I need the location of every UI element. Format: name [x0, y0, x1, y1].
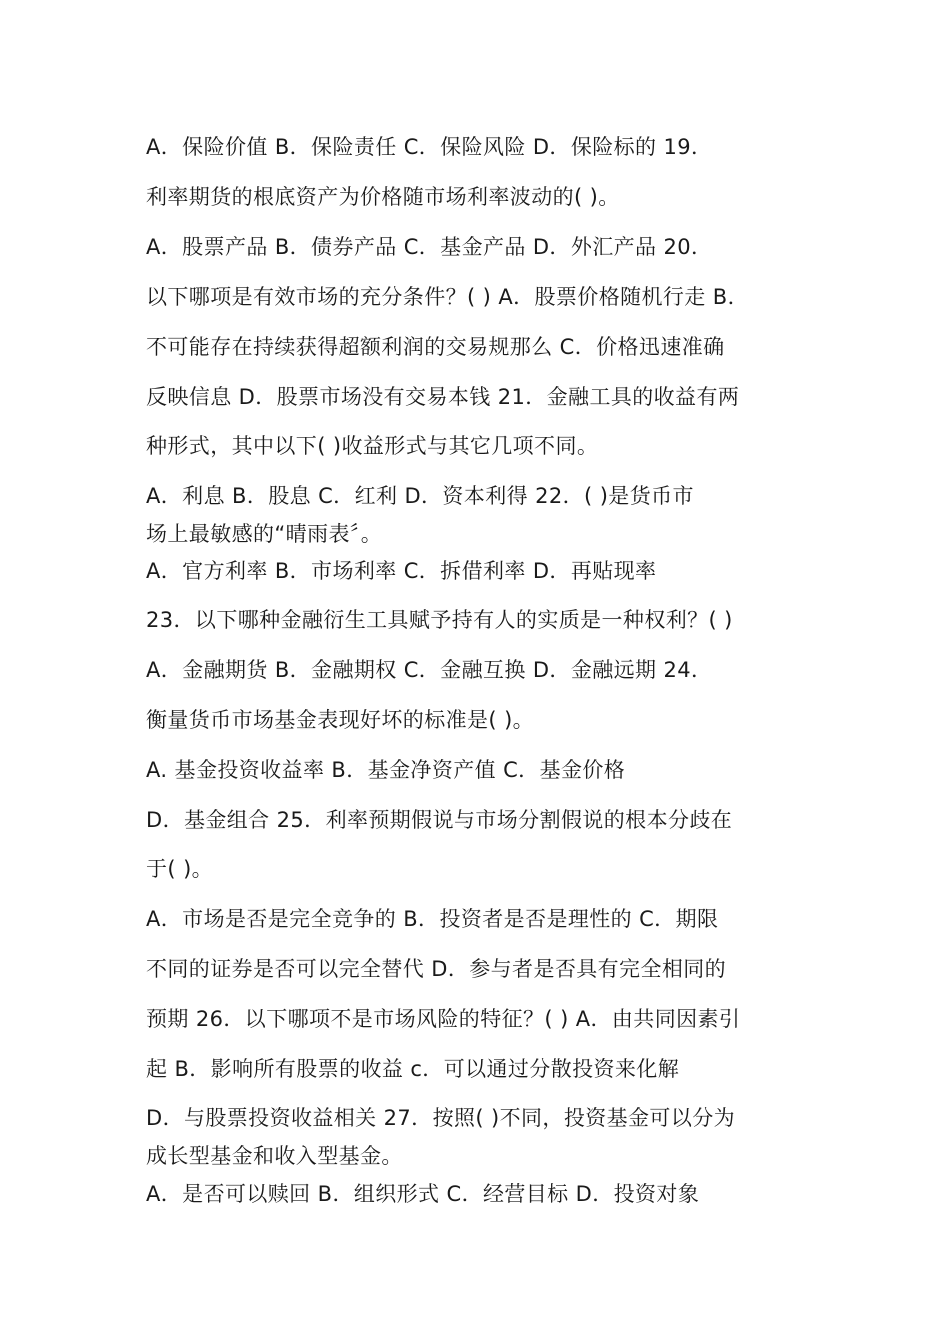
text-line: 种形式，其中以下( )收益形式与其它几项不同。: [146, 434, 599, 458]
text-line: A．是否可以赎回 B．组织形式 C．经营目标 D．投资对象: [146, 1182, 700, 1206]
text-line: A．股票产品 B．债券产品 C．基金产品 D．外汇产品 20．: [146, 235, 713, 259]
text-line: A．官方利率 B．市场利率 C．拆借利率 D．再贴现率: [146, 559, 657, 583]
text-line: 场上最敏感的“晴雨表〞。: [146, 522, 383, 546]
text-line: 不同的证券是否可以完全替代 D．参与者是否具有完全相同的: [146, 957, 727, 981]
text-line: 以下哪项是有效市场的充分条件？( ) A．股票价格随机行走 B．: [146, 285, 749, 309]
text-line: 反映信息 D．股票市场没有交易本钱 21．金融工具的收益有两: [146, 385, 740, 409]
text-line: D．基金组合 25．利率预期假说与市场分割假说的根本分歧在: [146, 808, 733, 832]
text-line: A．保险价值 B．保险责任 C．保险风险 D．保险标的 19．: [146, 135, 713, 159]
text-line: 利率期货的根底资产为价格随市场利率波动的( )。: [146, 185, 620, 209]
text-line: 于( )。: [146, 857, 214, 881]
text-line: 预期 26．以下哪项不是市场风险的特征？( ) A．由共同因素引: [146, 1007, 741, 1031]
text-line: A．市场是否是完全竞争的 B．投资者是否是理性的 C．期限: [146, 907, 719, 931]
text-line: D．与股票投资收益相关 27．按照( )不同，投资基金可以分为: [146, 1106, 736, 1130]
text-line: A．金融期货 B．金融期权 C．金融互换 D．金融远期 24．: [146, 658, 713, 682]
text-line: 23．以下哪种金融衍生工具赋予持有人的实质是一种权利？( ): [146, 608, 733, 632]
text-line: 衡量货币市场基金表现好坏的标准是( )。: [146, 708, 535, 732]
text-line: A. 基金投资收益率 B．基金净资产值 C．基金价格: [146, 758, 626, 782]
text-line: 起 B．影响所有股票的收益 c．可以通过分散投资来化解: [146, 1057, 680, 1081]
text-line: 成长型基金和收入型基金。: [146, 1144, 403, 1168]
text-line: A．利息 B．股息 C．红利 D．资本利得 22．( )是货币市: [146, 484, 694, 508]
text-line: 不可能存在持续获得超额利润的交易规那么 C．价格迅速准确: [146, 335, 725, 359]
